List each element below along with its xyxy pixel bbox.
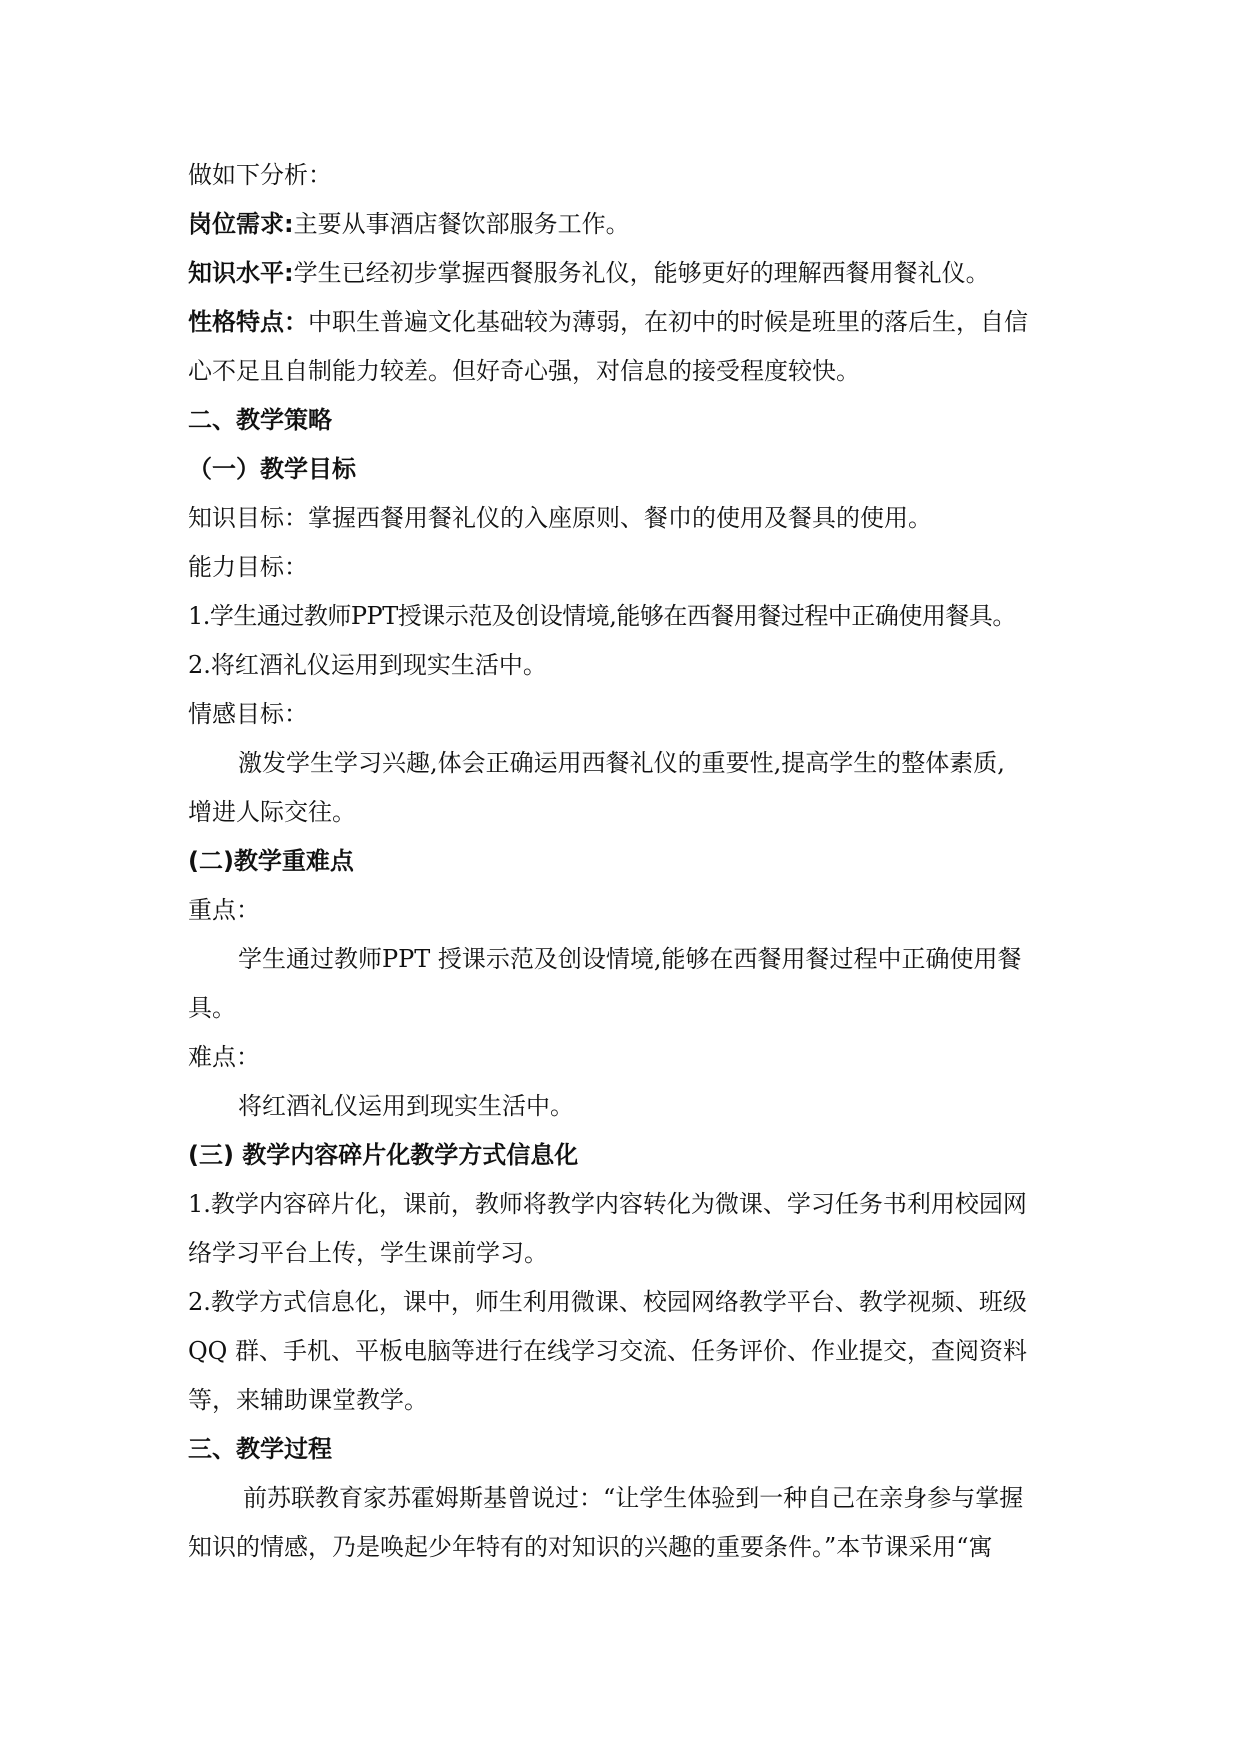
item-2-line-2: QQ 群、手机、平板电脑等进行在线学习交流、任务评价、作业提交，查阅资料 xyxy=(188,1337,1027,1365)
emotion-goal-line-2: 增进人际交往。 xyxy=(188,798,356,826)
job-requirement-text: 主要从事酒店餐饮部服务工作。 xyxy=(293,210,630,238)
item-2-line-3: 等，来辅助课堂教学。 xyxy=(188,1386,428,1414)
ability-goal-item-1: 1.学生通过教师PPT授课示范及创设情境,能够在西餐用餐过程中正确使用餐具。 xyxy=(188,602,1016,630)
job-requirement-label: 岗位需求: xyxy=(188,210,294,238)
emotion-goal-line-1: 激发学生学习兴趣,体会正确运用西餐礼仪的重要性,提高学生的整体素质, xyxy=(238,749,1005,777)
difficult-point-label: 难点： xyxy=(188,1043,260,1071)
knowledge-level-text: 学生已经初步掌握西餐服务礼仪，能够更好的理解西餐用餐礼仪。 xyxy=(293,259,990,287)
emotion-goal-label: 情感目标： xyxy=(188,700,308,728)
intro-line: 做如下分析： xyxy=(188,161,332,189)
difficult-point-text: 将红酒礼仪运用到现实生活中。 xyxy=(238,1092,574,1120)
ability-goal-item-2: 2.将红酒礼仪运用到现实生活中。 xyxy=(188,651,547,679)
item-1-line-1: 1.教学内容碎片化，课前，教师将教学内容转化为微课、学习任务书利用校园网 xyxy=(188,1190,1027,1218)
key-point-label: 重点： xyxy=(188,896,260,924)
subsection-3-heading: (三) 教学内容碎片化教学方式信息化 xyxy=(188,1141,579,1169)
process-line-2: 知识的情感，乃是唤起少年特有的对知识的兴趣的重要条件。”本节课采用“寓 xyxy=(188,1533,993,1561)
process-line-1: 前苏联教育家苏霍姆斯基曾说过：“让学生体验到一种自己在亲身参与掌握 xyxy=(243,1484,1024,1512)
key-point-line-2: 具。 xyxy=(188,994,236,1022)
item-1-line-2: 络学习平台上传，学生课前学习。 xyxy=(188,1239,548,1267)
subsection-1-heading: （一）教学目标 xyxy=(188,455,356,483)
subsection-2-heading: (二)教学重难点 xyxy=(188,847,354,875)
job-requirement-line xyxy=(188,209,1058,239)
section-2-heading: 二、教学策略 xyxy=(188,406,332,434)
knowledge-level-label: 知识水平: xyxy=(188,259,294,287)
key-point-line-1: 学生通过教师PPT 授课示范及创设情境,能够在西餐用餐过程中正确使用餐 xyxy=(238,945,1022,973)
knowledge-goal-line: 知识目标：掌握西餐用餐礼仪的入座原则、餐巾的使用及餐具的使用。 xyxy=(188,504,932,532)
item-2-line-1: 2.教学方式信息化，课中，师生利用微课、校园网络教学平台、教学视频、班级 xyxy=(188,1288,1027,1316)
personality-line-1 xyxy=(188,307,1058,337)
knowledge-level-line xyxy=(188,258,1058,288)
ability-goal-label: 能力目标： xyxy=(188,553,308,581)
section-3-heading: 三、教学过程 xyxy=(188,1435,332,1463)
personality-text-1: 中职生普遍文化基础较为薄弱，在初中的时候是班里的落后生，自信 xyxy=(308,308,1028,336)
personality-label: 性格特点： xyxy=(188,308,308,336)
personality-line-2: 心不足且自制能力较差。但好奇心强，对信息的接受程度较快。 xyxy=(188,357,860,385)
